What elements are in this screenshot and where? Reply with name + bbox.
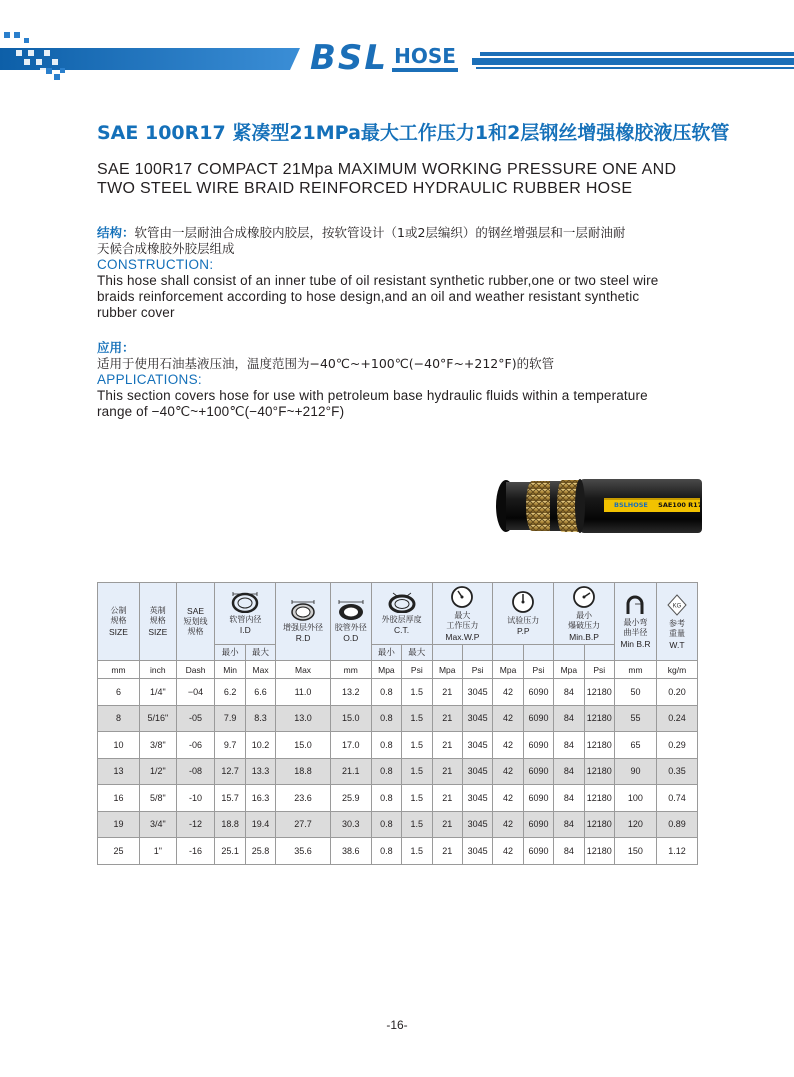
construction-text-en-2: braids reinforcement according to hose design,and an oil and weather resistant synthetic bbox=[97, 289, 640, 304]
table-cell: 50 bbox=[614, 679, 656, 706]
table-cell: 12180 bbox=[584, 811, 614, 838]
table-cell: 16 bbox=[98, 785, 140, 812]
table-cell: 1.5 bbox=[402, 758, 432, 785]
hose-print-logo: BSLHOSE bbox=[614, 501, 648, 509]
inner-diameter-icon bbox=[230, 591, 260, 613]
header-pp-blank-2 bbox=[523, 645, 553, 661]
table-cell: 12180 bbox=[584, 758, 614, 785]
reinforcement-diameter-icon bbox=[288, 599, 318, 621]
header-id-en: I.D bbox=[239, 625, 251, 636]
header-wp-blank-1 bbox=[432, 645, 462, 661]
brand-logo bbox=[310, 40, 458, 76]
table-cell: 42 bbox=[493, 838, 523, 865]
table-cell: 27.7 bbox=[276, 811, 331, 838]
table-cell: 0.8 bbox=[371, 785, 401, 812]
header-min-bend-radius bbox=[614, 583, 656, 661]
table-cell: 0.20 bbox=[656, 679, 697, 706]
table-cell: 1.5 bbox=[402, 811, 432, 838]
header-bp-blank-2 bbox=[584, 645, 614, 661]
unit-cell: Psi bbox=[402, 661, 432, 679]
table-cell: 15.7 bbox=[215, 785, 245, 812]
header-bp-cn-2: 爆破压力 bbox=[568, 621, 601, 630]
weight-icon bbox=[666, 593, 688, 617]
construction-label-cn: 结构： bbox=[97, 225, 135, 240]
bend-radius-icon bbox=[622, 594, 648, 616]
table-row bbox=[98, 732, 698, 759]
table-cell: 15.0 bbox=[276, 732, 331, 759]
table-cell: 84 bbox=[554, 785, 584, 812]
table-cell: 3045 bbox=[462, 785, 492, 812]
header-wt-cn-2: 重量 bbox=[668, 629, 685, 638]
table-cell: 15.0 bbox=[330, 705, 371, 732]
table-cell: 38.6 bbox=[330, 838, 371, 865]
table-cell: 35.6 bbox=[276, 838, 331, 865]
header-inch-en: SIZE bbox=[148, 626, 168, 637]
table-cell: 25.1 bbox=[215, 838, 245, 865]
table-row bbox=[98, 679, 698, 706]
table-cell: 6090 bbox=[523, 785, 553, 812]
table-cell: 6090 bbox=[523, 811, 553, 838]
header-cover-thickness bbox=[371, 583, 432, 645]
construction-text-en-3: rubber cover bbox=[97, 305, 175, 320]
unit-cell: mm bbox=[614, 661, 656, 679]
table-cell: 8 bbox=[98, 705, 140, 732]
construction-label-en: CONSTRUCTION: bbox=[97, 257, 214, 272]
table-cell: 3045 bbox=[462, 679, 492, 706]
applications-text-en-1: This section covers hose for use with petroleum base hydraulic fluids within a temperature bbox=[97, 388, 648, 403]
table-cell: 6090 bbox=[523, 838, 553, 865]
table-cell: 19 bbox=[98, 811, 140, 838]
table-units-row bbox=[98, 661, 698, 679]
table-cell: 84 bbox=[554, 758, 584, 785]
table-cell: 3045 bbox=[462, 811, 492, 838]
header-inch-size bbox=[139, 583, 176, 661]
header-wt-cn-1: 参考 bbox=[668, 618, 685, 628]
table-cell: 21 bbox=[432, 705, 462, 732]
table-cell: 6.6 bbox=[245, 679, 275, 706]
applications-text-cn: 适用于使用石油基液压油，温度范围为−40℃~+100℃(−40°F~+212°F)的软管 bbox=[97, 356, 555, 371]
table-cell: 3045 bbox=[462, 732, 492, 759]
header-size-cn-1: 公制 bbox=[110, 605, 127, 615]
table-row bbox=[98, 705, 698, 732]
header-ct-max: 最大 bbox=[402, 645, 432, 661]
title-english-line-2: TWO STEEL WIRE BRAID REINFORCED HYDRAULIC RUBBER HOSE bbox=[97, 180, 633, 197]
table-cell: 65 bbox=[614, 732, 656, 759]
header-inch-cn-2: 规格 bbox=[149, 616, 166, 625]
header-sae-dash bbox=[176, 583, 215, 661]
spec-table bbox=[97, 582, 698, 865]
header-bp-blank-1 bbox=[554, 645, 584, 661]
table-header-row-1 bbox=[98, 583, 698, 645]
table-cell: 0.74 bbox=[656, 785, 697, 812]
table-cell: 3/8" bbox=[139, 732, 176, 759]
applications-section bbox=[97, 340, 717, 420]
unit-cell: Dash bbox=[176, 661, 215, 679]
table-cell: 0.8 bbox=[371, 758, 401, 785]
table-cell: -05 bbox=[176, 705, 215, 732]
header-ct-cn: 外胶层厚度 bbox=[381, 614, 422, 624]
unit-cell: mm bbox=[330, 661, 371, 679]
unit-cell: Psi bbox=[523, 661, 553, 679]
table-cell: 13.2 bbox=[330, 679, 371, 706]
table-cell: 21 bbox=[432, 758, 462, 785]
hose-print-text bbox=[614, 501, 702, 509]
table-cell: 23.6 bbox=[276, 785, 331, 812]
table-cell: 25.9 bbox=[330, 785, 371, 812]
table-cell: 16.3 bbox=[245, 785, 275, 812]
title-english bbox=[97, 160, 737, 198]
table-cell: 10 bbox=[98, 732, 140, 759]
header-pp-cn: 试验压力 bbox=[507, 615, 540, 625]
table-cell: 12180 bbox=[584, 732, 614, 759]
page-number: -16- bbox=[386, 1018, 408, 1032]
table-cell: 0.8 bbox=[371, 732, 401, 759]
table-cell: 3/4" bbox=[139, 811, 176, 838]
table-cell: 42 bbox=[493, 679, 523, 706]
table-cell: −04 bbox=[176, 679, 215, 706]
applications-label-cn-text: 应用： bbox=[97, 340, 135, 355]
header-proof-pressure bbox=[493, 583, 554, 645]
table-cell: 3045 bbox=[462, 758, 492, 785]
header-wp-cn-2: 工作压力 bbox=[446, 621, 479, 630]
table-cell: 21 bbox=[432, 732, 462, 759]
table-cell: 84 bbox=[554, 705, 584, 732]
hose-print-code: SAE100 R17 bbox=[658, 501, 703, 509]
table-cell: 13 bbox=[98, 758, 140, 785]
table-cell: 30.3 bbox=[330, 811, 371, 838]
header-od-en: O.D bbox=[343, 633, 359, 644]
unit-cell: Max bbox=[276, 661, 331, 679]
table-cell: 6.2 bbox=[215, 679, 245, 706]
proof-pressure-gauge-icon bbox=[511, 590, 535, 614]
unit-cell: Psi bbox=[462, 661, 492, 679]
table-cell: 0.8 bbox=[371, 838, 401, 865]
table-cell: 1.5 bbox=[402, 705, 432, 732]
table-cell: 1.5 bbox=[402, 679, 432, 706]
header-reinforcement-diameter bbox=[276, 583, 331, 661]
weight-icon-text: KG bbox=[672, 603, 682, 609]
table-cell: 12.7 bbox=[215, 758, 245, 785]
table-cell: 84 bbox=[554, 838, 584, 865]
unit-cell: inch bbox=[139, 661, 176, 679]
table-cell: 7.9 bbox=[215, 705, 245, 732]
table-cell: 19.4 bbox=[245, 811, 275, 838]
header-br-en: Min B.R bbox=[620, 638, 651, 649]
title-english-line-1: SAE 100R17 COMPACT 21Mpa MAXIMUM WORKING PRESSURE ONE AND bbox=[97, 161, 677, 178]
header-wp-en: Max.W.P bbox=[445, 631, 480, 642]
table-cell: 0.89 bbox=[656, 811, 697, 838]
table-cell: 42 bbox=[493, 732, 523, 759]
header-rd-en: R.D bbox=[295, 633, 311, 644]
outer-diameter-icon bbox=[336, 599, 366, 621]
construction-cn-line-1 bbox=[97, 225, 717, 241]
header-bp-cn-1: 最小 bbox=[576, 610, 593, 620]
table-cell: 8.3 bbox=[245, 705, 275, 732]
table-cell: 6 bbox=[98, 679, 140, 706]
table-cell: 1/4" bbox=[139, 679, 176, 706]
table-cell: 42 bbox=[493, 811, 523, 838]
table-cell: 11.0 bbox=[276, 679, 331, 706]
table-row bbox=[98, 758, 698, 785]
table-cell: 9.7 bbox=[215, 732, 245, 759]
header-metric-size bbox=[98, 583, 140, 661]
table-cell: 21.1 bbox=[330, 758, 371, 785]
table-cell: 1.5 bbox=[402, 732, 432, 759]
header-bp-en: Min.B.P bbox=[569, 631, 599, 642]
header-inch-cn-1: 英制 bbox=[149, 605, 166, 615]
table-cell: 100 bbox=[614, 785, 656, 812]
header-id-max: 最大 bbox=[245, 645, 275, 661]
table-cell: -10 bbox=[176, 785, 215, 812]
header-rd-cn: 增强层外径 bbox=[283, 622, 324, 632]
table-cell: 6090 bbox=[523, 705, 553, 732]
unit-cell: mm bbox=[98, 661, 140, 679]
unit-cell: Mpa bbox=[493, 661, 523, 679]
table-cell: 6090 bbox=[523, 758, 553, 785]
table-cell: 0.8 bbox=[371, 811, 401, 838]
table-cell: 0.35 bbox=[656, 758, 697, 785]
table-cell: 3045 bbox=[462, 838, 492, 865]
table-cell: 18.8 bbox=[215, 811, 245, 838]
table-cell: 13.0 bbox=[276, 705, 331, 732]
table-cell: 25.8 bbox=[245, 838, 275, 865]
unit-cell: Max bbox=[245, 661, 275, 679]
brand-logo-bsl: BSL bbox=[310, 38, 389, 78]
table-cell: 21 bbox=[432, 838, 462, 865]
header-size-cn-2: 规格 bbox=[110, 616, 127, 625]
table-cell: 150 bbox=[614, 838, 656, 865]
table-cell: 6090 bbox=[523, 732, 553, 759]
spec-table-body bbox=[98, 661, 698, 865]
header-outer-diameter bbox=[330, 583, 371, 661]
table-cell: -08 bbox=[176, 758, 215, 785]
table-row bbox=[98, 811, 698, 838]
table-cell: 42 bbox=[493, 785, 523, 812]
header-pp-blank-1 bbox=[493, 645, 523, 661]
table-cell: -06 bbox=[176, 732, 215, 759]
construction-text-en-1: This hose shall consist of an inner tube of oil resistant synthetic rubber,one or two steel wire bbox=[97, 273, 659, 288]
header-inner-diameter bbox=[215, 583, 276, 645]
header-pp-en: P.P bbox=[516, 626, 530, 637]
table-cell: -16 bbox=[176, 838, 215, 865]
header-wp-cn-1: 最大 bbox=[454, 610, 471, 620]
table-cell: 6090 bbox=[523, 679, 553, 706]
table-cell: 1/2" bbox=[139, 758, 176, 785]
unit-cell: Mpa bbox=[432, 661, 462, 679]
unit-cell: Min bbox=[215, 661, 245, 679]
table-cell: 90 bbox=[614, 758, 656, 785]
table-cell: 3045 bbox=[462, 705, 492, 732]
header-weight bbox=[656, 583, 697, 661]
table-cell: 42 bbox=[493, 758, 523, 785]
header-dash-cn-2: 规格 bbox=[187, 627, 204, 636]
table-cell: 17.0 bbox=[330, 732, 371, 759]
table-cell: 21 bbox=[432, 785, 462, 812]
header-dash-cn-1: 短划线 bbox=[183, 616, 208, 626]
unit-cell: Mpa bbox=[371, 661, 401, 679]
burst-pressure-gauge-icon bbox=[572, 585, 596, 609]
table-cell: 12180 bbox=[584, 679, 614, 706]
table-cell: 1.5 bbox=[402, 785, 432, 812]
table-cell: 84 bbox=[554, 679, 584, 706]
construction-text-cn-2: 天候合成橡胶外胶层组成 bbox=[97, 241, 235, 256]
header-size-en: SIZE bbox=[109, 626, 128, 637]
table-cell: -12 bbox=[176, 811, 215, 838]
table-cell: 0.8 bbox=[371, 705, 401, 732]
applications-label-cn bbox=[97, 340, 717, 356]
table-cell: 84 bbox=[554, 811, 584, 838]
working-pressure-gauge-icon bbox=[450, 585, 474, 609]
table-cell: 5/16" bbox=[139, 705, 176, 732]
header-dash-en: SAE bbox=[187, 605, 205, 616]
table-cell: 1.12 bbox=[656, 838, 697, 865]
construction-text-cn-1: 软管由一层耐油合成橡胶内胶层，按软管设计（1或2层编织）的钢丝增强层和一层耐油耐 bbox=[134, 225, 626, 240]
table-cell: 21 bbox=[432, 679, 462, 706]
header-ct-min: 最小 bbox=[371, 645, 401, 661]
table-cell: 21 bbox=[432, 811, 462, 838]
table-cell: 1.5 bbox=[402, 838, 432, 865]
table-cell: 10.2 bbox=[245, 732, 275, 759]
table-cell: 0.24 bbox=[656, 705, 697, 732]
header-id-min: 最小 bbox=[215, 645, 245, 661]
table-cell: 18.8 bbox=[276, 758, 331, 785]
header-id-cn: 软管内径 bbox=[229, 614, 262, 624]
header-br-cn-2: 曲半径 bbox=[623, 628, 648, 637]
header-max-working-pressure bbox=[432, 583, 493, 645]
construction-section bbox=[97, 225, 717, 321]
table-cell: 0.8 bbox=[371, 679, 401, 706]
table-cell: 13.3 bbox=[245, 758, 275, 785]
brand-logo-hose: HOSE bbox=[392, 44, 458, 72]
header-wp-blank-2 bbox=[462, 645, 492, 661]
table-cell: 42 bbox=[493, 705, 523, 732]
unit-cell: Psi bbox=[584, 661, 614, 679]
table-cell: 1" bbox=[139, 838, 176, 865]
header-ct-en: C.T. bbox=[394, 625, 410, 636]
table-row bbox=[98, 785, 698, 812]
unit-cell: Mpa bbox=[554, 661, 584, 679]
table-cell: 120 bbox=[614, 811, 656, 838]
unit-cell: kg/m bbox=[656, 661, 697, 679]
table-cell: 5/8" bbox=[139, 785, 176, 812]
header-wt-en: W.T bbox=[669, 639, 685, 650]
table-cell: 12180 bbox=[584, 838, 614, 865]
applications-text-en-2: range of −40℃~+100℃(−40°F~+212°F) bbox=[97, 404, 345, 419]
table-cell: 12180 bbox=[584, 785, 614, 812]
table-cell: 25 bbox=[98, 838, 140, 865]
header-od-cn: 胶管外径 bbox=[334, 622, 367, 632]
table-row bbox=[98, 838, 698, 865]
title-chinese: SAE 100R17 紧凑型21MPa最大工作压力1和2层钢丝增强橡胶液压软管 bbox=[97, 122, 730, 144]
header-br-cn-1: 最小弯 bbox=[623, 617, 648, 627]
table-cell: 55 bbox=[614, 705, 656, 732]
table-cell: 0.29 bbox=[656, 732, 697, 759]
table-cell: 12180 bbox=[584, 705, 614, 732]
applications-label-en: APPLICATIONS: bbox=[97, 372, 202, 387]
cover-thickness-icon bbox=[387, 591, 417, 613]
table-cell: 84 bbox=[554, 732, 584, 759]
header-min-burst-pressure bbox=[554, 583, 615, 645]
